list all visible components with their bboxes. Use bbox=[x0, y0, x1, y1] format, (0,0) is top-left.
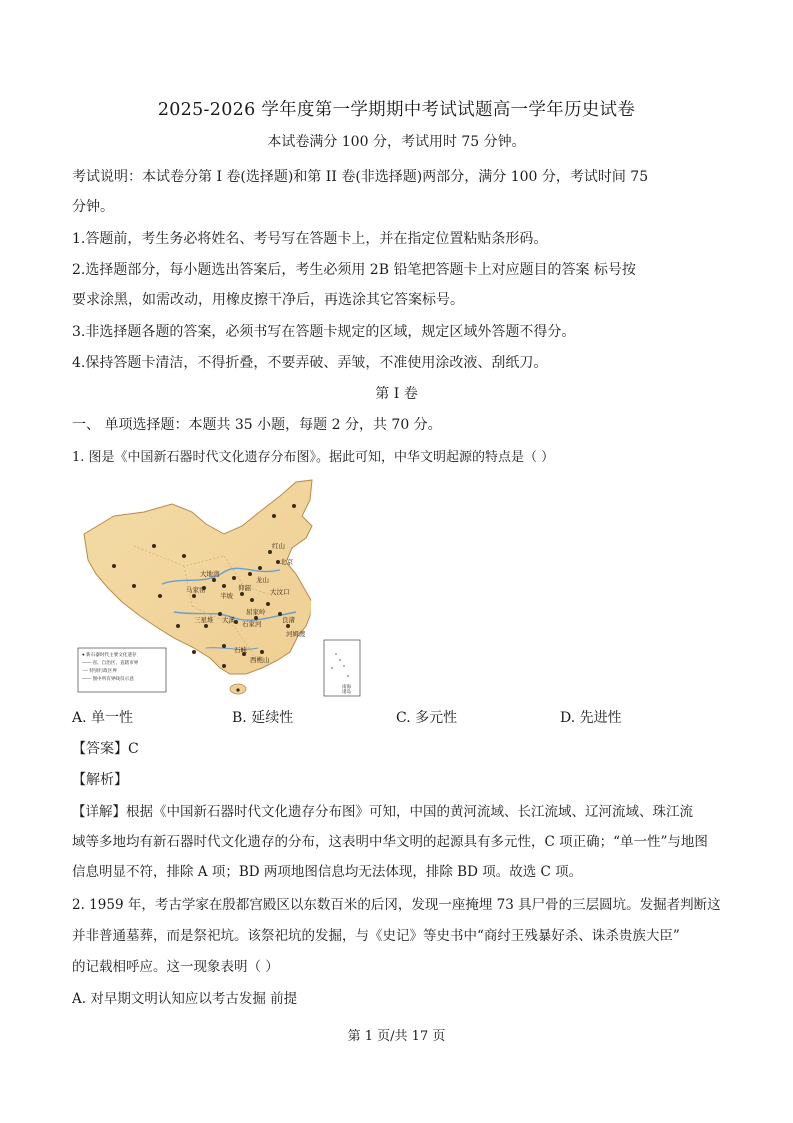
detail-line-2: 域等多地均有新石器时代文化遗存的分布，这表明中华文明的起源具有多元性，C 项正确；“单一性”与地图 bbox=[72, 834, 708, 850]
svg-text:半坡: 半坡 bbox=[220, 593, 233, 600]
svg-text:南海: 南海 bbox=[342, 684, 351, 689]
instruction-item-2b: 要求涂黑，如需改动，用橡皮擦干净后，再选涂其它答案标号。 bbox=[72, 292, 464, 308]
option-c: C. 多元性 bbox=[396, 710, 458, 726]
svg-text:大汶口: 大汶口 bbox=[270, 589, 290, 596]
svg-text:良渚: 良渚 bbox=[282, 617, 295, 624]
part-title: 一、 单项选择题：本题共 35 小题，每题 2 分，共 70 分。 bbox=[72, 417, 442, 433]
svg-text:---- 特别行政区界: ---- 特别行政区界 bbox=[82, 668, 117, 673]
instructions-intro-2: 分钟。 bbox=[72, 199, 114, 215]
china-map-image bbox=[74, 476, 368, 701]
analysis-label: 【解析】 bbox=[72, 772, 128, 788]
svg-text:三星堆: 三星堆 bbox=[194, 617, 214, 624]
question-1-stem: 1. 图是《中国新石器时代文化遗存分布图》。据此可知，中华文明起源的特点是（ ） bbox=[72, 450, 555, 465]
option-a: A. 单一性 bbox=[72, 710, 134, 726]
page-footer: 第 1 页/共 17 页 bbox=[347, 1029, 446, 1044]
svg-text:河姆渡: 河姆渡 bbox=[286, 631, 306, 638]
question-2-stem-1: 2. 1959 年，考古学家在殷都宫殿区以东数百米的后冈，发现一座掩埋 73 具尸骨的三层圆坑。发掘者判断这 bbox=[72, 897, 721, 913]
exam-title: 2025-2026 学年度第一学期期中考试试题高一学年历史试卷 bbox=[157, 100, 636, 120]
svg-text:红山: 红山 bbox=[272, 543, 285, 550]
svg-text:龙山: 龙山 bbox=[256, 577, 269, 584]
neolithic-map-figure bbox=[74, 476, 368, 701]
china-landmass bbox=[84, 480, 312, 674]
instructions-intro-1: 考试说明：本试卷分第 I 卷(选择题)和第 II 卷(非选择题)两部分，满分 100 分，考试时间 75 bbox=[72, 169, 649, 185]
instruction-item-2a: 2.选择题部分，每小题选出答案后，考生必须用 2B 铅笔把答题卡上对应题目的答案 标号按 bbox=[72, 262, 636, 278]
instruction-item-4: 4.保持答题卡清洁，不得折叠，不要弄破、弄皱，不准使用涂改液、刮纸刀。 bbox=[72, 355, 548, 371]
exam-subtitle: 本试卷满分 100 分，考试用时 75 分钟。 bbox=[267, 134, 526, 150]
svg-text:马家窑: 马家窑 bbox=[186, 587, 206, 594]
svg-text:● 新石器时代主要文化遗存: ● 新石器时代主要文化遗存 bbox=[82, 652, 137, 657]
option-d: D. 先进性 bbox=[560, 710, 622, 726]
instruction-item-1: 1.答题前，考生务必将姓名、考号写在答题卡上，并在指定位置粘贴条形码。 bbox=[72, 231, 548, 247]
option-b: B. 延续性 bbox=[232, 710, 294, 726]
svg-text:西樵山: 西樵山 bbox=[250, 657, 270, 664]
svg-text:石家河: 石家河 bbox=[242, 621, 262, 628]
question-2-stem-3: 的记载相呼应。这一现象表明（ ） bbox=[72, 959, 279, 975]
question-2-stem-2: 并非普通墓葬，而是祭祀坑。该祭祀坑的发掘，与《史记》等史书中“商纣王残暴好杀、诛杀贵族大臣” bbox=[72, 928, 680, 944]
svg-text:仰韶: 仰韶 bbox=[238, 585, 251, 592]
svg-text:大地湾: 大地湾 bbox=[200, 571, 220, 578]
instruction-item-3: 3.非选择题各题的答案，必须书写在答题卡规定的区域，规定区域外答题不得分。 bbox=[72, 324, 576, 340]
svg-text:屈家岭: 屈家岭 bbox=[246, 609, 266, 616]
svg-text:诸岛: 诸岛 bbox=[342, 689, 351, 694]
answer-label: 【答案】C bbox=[72, 741, 139, 757]
detail-line-3: 信息明显不符，排除 A 项；BD 两项地图信息均无法体现，排除 BD 项。故选 C 项。 bbox=[72, 864, 583, 880]
volume-title: 第 I 卷 bbox=[375, 386, 418, 402]
svg-text:—— 图中所有界线仅示意: —— 图中所有界线仅示意 bbox=[82, 676, 134, 681]
svg-text:北京: 北京 bbox=[280, 559, 293, 566]
detail-line-1: 【详解】根据《中国新石器时代文化遗存分布图》可知，中国的黄河流域、长江流域、辽河流域、珠江流 bbox=[72, 804, 693, 820]
question-2-option-a: A. 对早期文明认知应以考古发掘 前提 bbox=[72, 991, 298, 1007]
svg-text:石峡: 石峡 bbox=[234, 647, 247, 654]
svg-text:—— 省、自治区、直辖市界: —— 省、自治区、直辖市界 bbox=[82, 660, 139, 665]
svg-text:大溪: 大溪 bbox=[222, 617, 235, 624]
